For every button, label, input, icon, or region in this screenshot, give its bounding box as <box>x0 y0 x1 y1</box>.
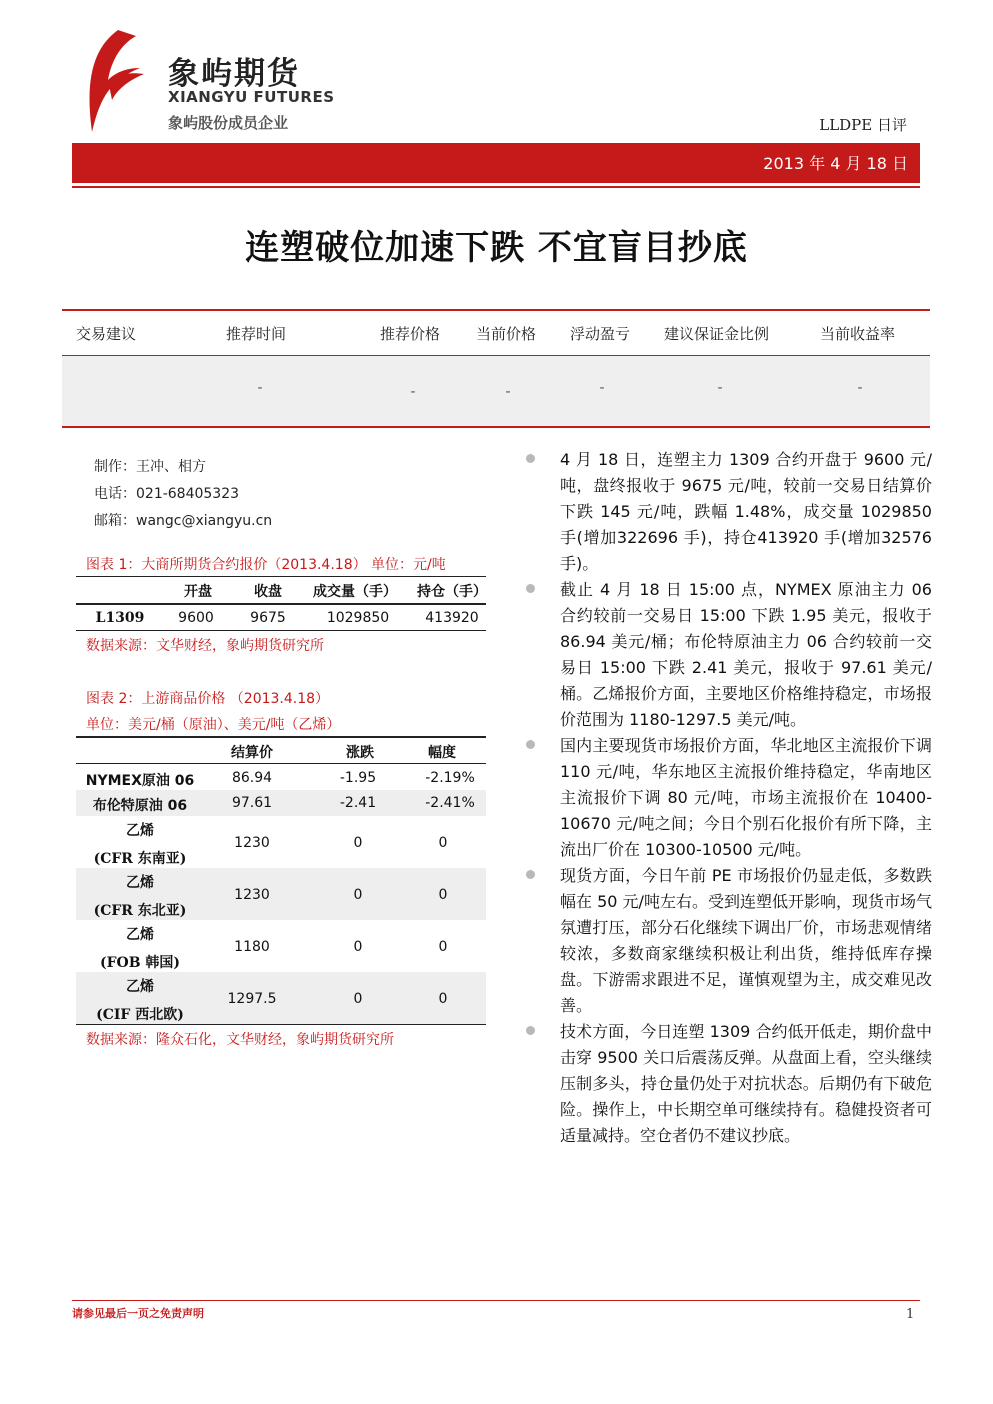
figure2-unit: 单位：美元/桶（原油）、美元/吨（乙烯） <box>86 717 341 733</box>
bullet-icon <box>526 740 535 749</box>
fig1-header-rule <box>76 603 486 605</box>
fig2-row6-change: 0 <box>353 991 363 1007</box>
report-type: LLDPE 日评 <box>819 116 907 134</box>
brand-name-cn: 象屿期货 <box>168 56 300 92</box>
page-title: 连塑破位加速下跌 不宜盲目抄底 <box>245 228 748 268</box>
trade-table-top-rule <box>62 309 930 311</box>
trade-header-margin: 建议保证金比例 <box>664 325 770 343</box>
fig2-row5-region: (FOB 韩国) <box>99 955 181 971</box>
fig2-row1-name: NYMEX原油 06 <box>85 773 195 789</box>
fig2-row1-change: -1.95 <box>339 770 377 786</box>
bullet-icon <box>526 454 535 463</box>
fig2-row6-region: (CIF 西北欧) <box>96 1007 184 1023</box>
trade-value-pnl: - <box>599 380 605 396</box>
fig2-row6-name: 乙烯 <box>126 979 154 995</box>
fig2-row4-region: (CFR 东北亚) <box>93 903 187 919</box>
trade-value-margin: - <box>717 380 723 396</box>
trade-value-rec-price: - <box>410 384 416 400</box>
fig2-row3-change: 0 <box>353 835 363 851</box>
fig1-open: 9600 <box>178 610 214 626</box>
fig2-row2-change: -2.41 <box>339 795 377 811</box>
trade-value-cur-price: - <box>505 384 511 400</box>
brand-subtitle: 象屿股份成员企业 <box>168 114 289 132</box>
trade-value-yield: - <box>857 380 863 396</box>
trade-value-time: - <box>257 380 263 396</box>
date-banner <box>72 143 920 183</box>
fig2-row5-change: 0 <box>353 939 363 955</box>
fig2-row2-price: 97.61 <box>231 795 273 811</box>
fig2-row5-pct: 0 <box>438 939 448 955</box>
fig1-header-volume: 成交量（手） <box>313 584 397 600</box>
bullet-icon <box>526 870 535 879</box>
trade-header-time: 推荐时间 <box>226 325 287 343</box>
company-logo-icon <box>78 28 148 134</box>
email-line: 邮箱：wangc@xiangyu.cn <box>94 513 273 529</box>
fig2-bottom-rule <box>76 1024 486 1025</box>
fig2-row3-name: 乙烯 <box>126 823 154 839</box>
fig1-header-open: 开盘 <box>184 584 212 600</box>
report-date: 2013 年 4 月 18 日 <box>763 154 908 173</box>
fig2-row2-name: 布伦特原油 06 <box>92 798 188 814</box>
fig1-top-rule <box>76 576 486 577</box>
fig2-row4-pct: 0 <box>438 887 448 903</box>
fig1-bottom-rule <box>76 630 486 631</box>
trade-header-rec-price: 推荐价格 <box>380 325 441 343</box>
fig2-row4-name: 乙烯 <box>126 875 154 891</box>
fig2-row1-price: 86.94 <box>231 770 273 786</box>
figure1-caption: 图表 1：大商所期货合约报价（2013.4.18） 单位：元/吨 <box>86 557 446 573</box>
footer-rule <box>72 1300 920 1301</box>
disclaimer-link[interactable]: 请参见最后一页之免责声明 <box>72 1307 204 1320</box>
fig2-row2-pct: -2.41% <box>425 795 475 811</box>
fig2-row3-region: (CFR 东南亚) <box>93 851 187 867</box>
fig2-top-rule <box>76 736 486 738</box>
fig1-oi: 413920 <box>425 610 479 626</box>
fig2-row3-pct: 0 <box>438 835 448 851</box>
bullet-icon <box>526 1026 535 1035</box>
fig1-close: 9675 <box>250 610 286 626</box>
fig2-header-pct: 幅度 <box>428 745 456 761</box>
bullet-paragraph-5: 技术方面，今日连塑 1309 合约低开低走，期价盘中击穿 9500 关口后震荡反弹。从盘面上看，空头继续压制多头，持仓量仍处于对抗状态。后期仍有下破危险。操作上，中长期空单可继续持有。稳健投资者可适量减持。空仓者仍不建议抄底。 <box>560 1022 932 1145</box>
banner-divider <box>72 186 920 188</box>
trade-header-advice: 交易建议 <box>76 325 137 343</box>
fig2-row1-pct: -2.19% <box>425 770 475 786</box>
bullet-icon <box>526 584 535 593</box>
fig2-row6-pct: 0 <box>438 991 448 1007</box>
figure2-source: 数据来源：隆众石化，文华财经，象屿期货研究所 <box>86 1032 394 1048</box>
brand-name-en: XIANGYU FUTURES <box>168 88 335 106</box>
bullet-paragraph-2: 截止 4 月 18 日 15:00 点，NYMEX 原油主力 06 合约较前一交易日 15:00 下跌 1.95 美元，报收于 86.94 美元/桶；布伦特原油主力 06 合约较前一交易日 15:00 下跌 2.41 美元，报收于 97.61 美元/桶。乙烯报价方面，主要地区价格维持稳定，市场报价范围为 1180-1297.5 美元/吨。 <box>560 580 932 729</box>
fig1-header-oi: 持仓（手） <box>417 584 487 600</box>
trade-table-bottom-rule <box>62 426 930 428</box>
fig1-header-close: 收盘 <box>254 584 282 600</box>
author-line: 制作：王冲、相方 <box>94 459 206 475</box>
trade-header-yield: 当前收益率 <box>820 325 896 343</box>
trade-header-pnl: 浮动盈亏 <box>570 325 631 343</box>
bullet-paragraph-3: 国内主要现货市场报价方面，华北地区主流报价下调 110 元/吨，华东地区主流报价维持稳定，华南地区主流报价下调 80 元/吨，市场主流报价在 10400-10670 元/吨之间；今日个别石化报价有所下降，主流出厂价在 10300-10500 元/吨。 <box>560 736 932 859</box>
fig2-header-price: 结算价 <box>231 745 273 761</box>
trade-header-cur-price: 当前价格 <box>476 325 537 343</box>
fig2-row5-price: 1180 <box>234 939 270 955</box>
fig2-header-rule <box>76 763 486 764</box>
fig1-contract: L1309 <box>95 610 145 626</box>
trade-table-body <box>62 356 930 426</box>
fig1-volume: 1029850 <box>326 610 390 626</box>
page-number: 1 <box>906 1307 915 1322</box>
figure1-source: 数据来源：文华财经，象屿期货研究所 <box>86 638 324 654</box>
figure2-caption: 图表 2：上游商品价格 （2013.4.18） <box>86 691 330 707</box>
fig2-row3-price: 1230 <box>234 835 270 851</box>
bullet-paragraph-4: 现货方面，今日午前 PE 市场报价仍显走低，多数跌幅在 50 元/吨左右。受到连塑低开影响，现货市场气氛遭打压，部分石化继续下调出厂价，市场悲观情绪较浓，多数商家继续积极让利出货，维持低库存操盘。下游需求跟进不足，谨慎观望为主，成交难见改善。 <box>560 866 932 1015</box>
fig2-row5-name: 乙烯 <box>126 927 154 943</box>
fig2-row4-change: 0 <box>353 887 363 903</box>
phone-line: 电话：021-68405323 <box>94 486 240 502</box>
bullet-paragraph-1: 4 月 18 日，连塑主力 1309 合约开盘于 9600 元/吨，盘终报收于 9675 元/吨，较前一交易日结算价下跌 145 元/吨，跌幅 1.48%，成交量 1029850 手(增加322696 手)，持仓413920 手(增加32576 手)。 <box>560 450 932 573</box>
fig2-row4-price: 1230 <box>234 887 270 903</box>
fig2-row6-price: 1297.5 <box>227 991 277 1007</box>
fig2-header-change: 涨跌 <box>346 745 374 761</box>
